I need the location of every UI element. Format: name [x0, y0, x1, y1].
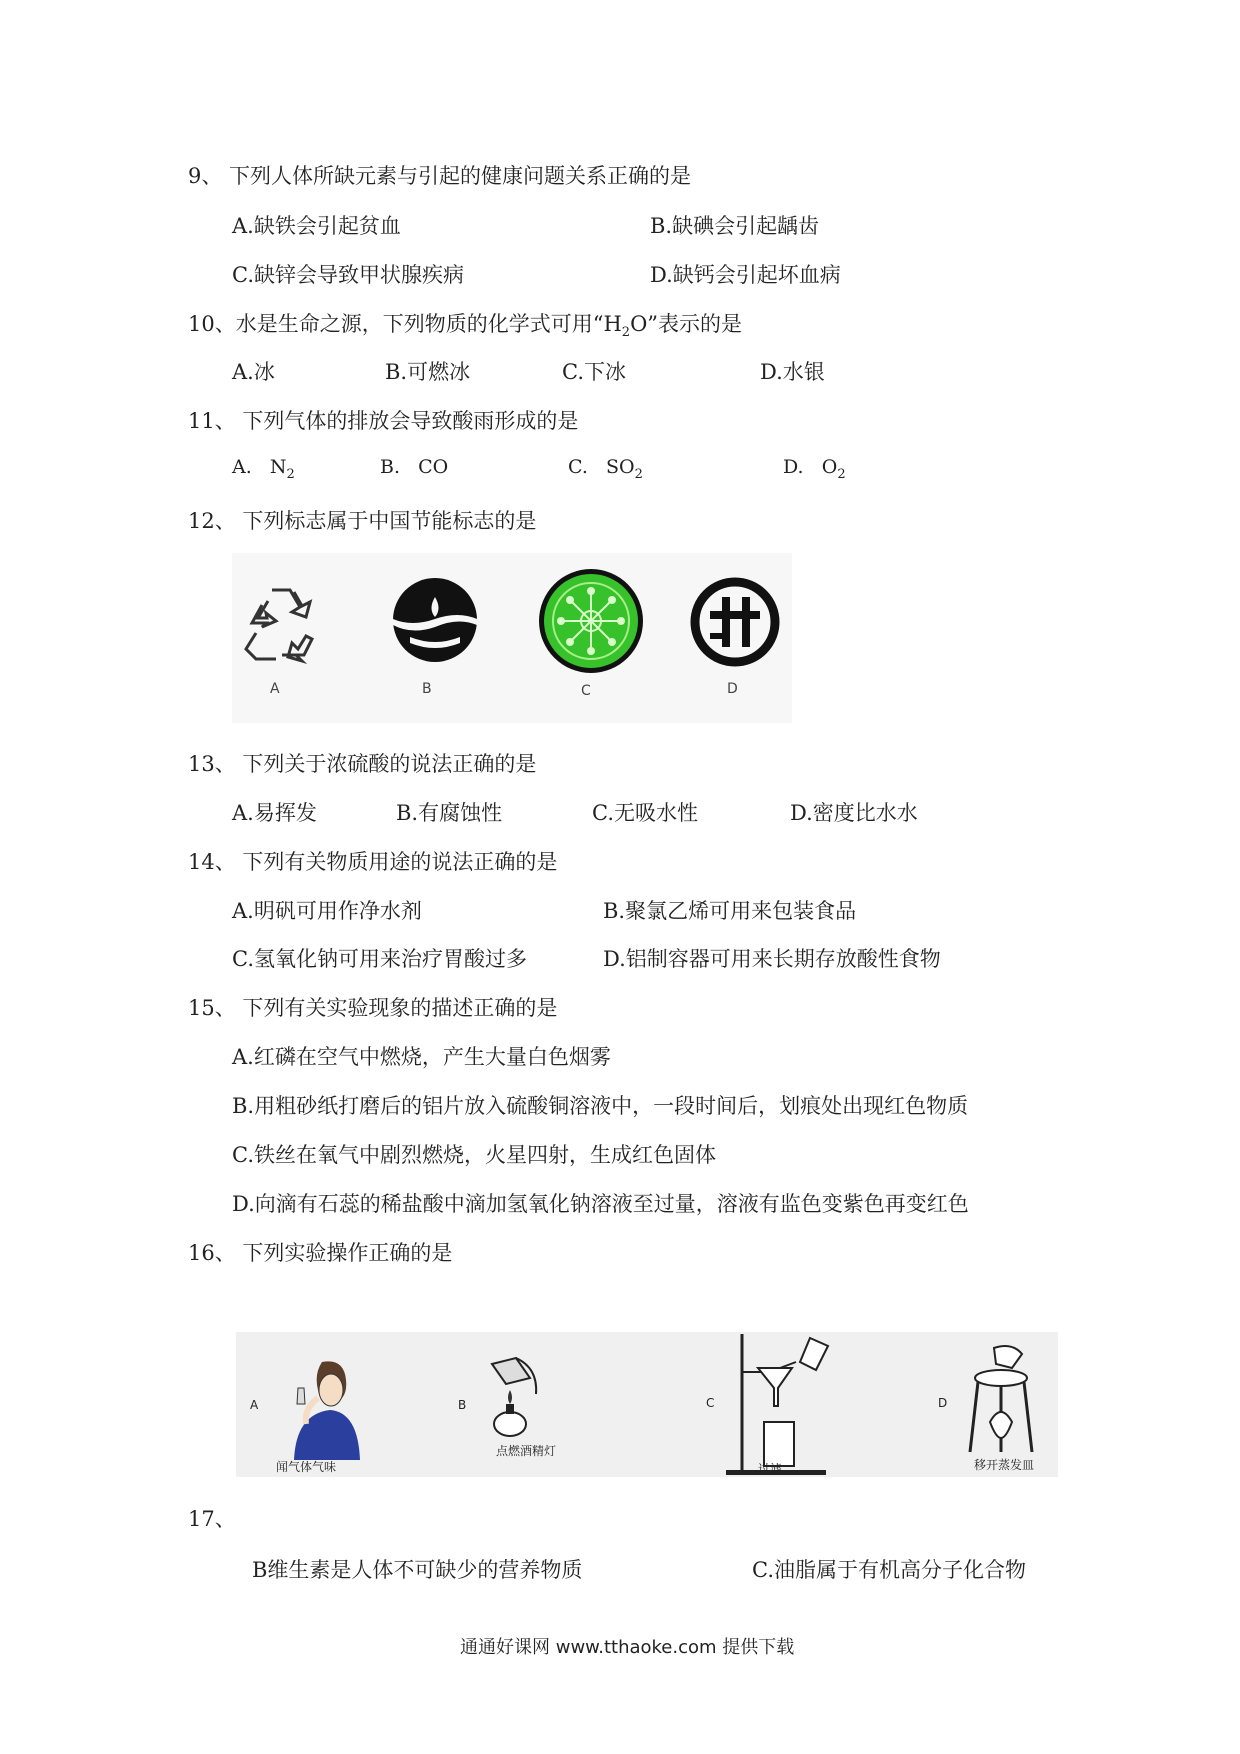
- q11-option-b: [380, 456, 448, 478]
- q11-option-d: [783, 456, 846, 482]
- q11-c-formula: SO: [606, 456, 635, 478]
- q9-option-b: B.缺碘会引起龋齿: [650, 214, 820, 238]
- q14-option-b: B.聚氯乙烯可用来包装食品: [603, 899, 857, 923]
- q13-option-a: A.易挥发: [232, 801, 317, 825]
- page-footer: 通通好课网 www.tthaoke.com 提供下载: [460, 1637, 795, 1658]
- q14-option-a: A.明矾可用作净水剂: [232, 899, 422, 923]
- recycle-icon: [232, 575, 332, 665]
- q17-option-b: B维生素是人体不可缺少的营养物质: [252, 1558, 583, 1582]
- q11-d-label: D.: [783, 456, 804, 478]
- q13-option-c: C.无吸水性: [592, 801, 698, 825]
- q10-option-d: D.水银: [760, 360, 825, 384]
- q13-option-b: B.有腐蚀性: [396, 801, 503, 825]
- q11-d-formula: O: [821, 456, 838, 478]
- q16-lab-figure: [236, 1332, 1058, 1477]
- q11-stem: 11、 下列气体的排放会导致酸雨形成的是: [188, 409, 579, 433]
- q16-caption-a: 闻气体气味: [276, 1460, 337, 1474]
- q15-option-d: D.向滴有石蕊的稀盐酸中滴加氢氧化钠溶液至过量，溶液有监色变紫色再变红色: [232, 1192, 969, 1216]
- q9-option-c: C.缺锌会导致甲状腺疾病: [232, 263, 464, 287]
- q11-c-label: C.: [568, 456, 588, 478]
- q11-b-formula: CO: [418, 456, 449, 478]
- q12-logo-figure: [232, 553, 792, 723]
- q16-caption-c: 过滤: [758, 1462, 783, 1476]
- q10-stem-post: O”表示的是: [630, 312, 743, 336]
- evaporating-dish-illustration: [956, 1342, 1046, 1462]
- q12-stem: 12、 下列标志属于中国节能标志的是: [188, 509, 537, 533]
- q16-label-c: C: [706, 1396, 715, 1410]
- filtration-illustration: [716, 1332, 866, 1477]
- smelling-gas-illustration: [274, 1350, 364, 1460]
- energy-label-logo-icon: [690, 577, 780, 667]
- q16-caption-d: 移开蒸发皿: [974, 1458, 1035, 1472]
- q12-label-d: D: [727, 681, 738, 697]
- alcohol-lamp-illustration: [486, 1354, 556, 1444]
- q17-stem: 17、: [188, 1507, 236, 1531]
- q10-option-b: B.可燃冰: [385, 360, 471, 384]
- q16-label-d: D: [938, 1396, 948, 1410]
- q11-option-a: [232, 456, 295, 482]
- q15-option-b: B.用粗砂纸打磨后的铝片放入硫酸铜溶液中，一段时间后，划痕处出现红色物质: [232, 1094, 969, 1118]
- q11-option-c: [568, 456, 643, 482]
- q14-stem: 14、 下列有关物质用途的说法正确的是: [188, 850, 558, 874]
- q12-label-a: A: [270, 681, 280, 697]
- green-energy-logo-icon: [537, 567, 645, 675]
- q10-stem: [188, 308, 742, 340]
- q16-label-b: B: [458, 1398, 467, 1412]
- q10-stem-pre: 10、水是生命之源，下列物质的化学式可用“H: [188, 312, 622, 336]
- q14-option-d: D.铝制容器可用来长期存放酸性食物: [603, 947, 941, 971]
- q12-label-c: C: [581, 683, 591, 699]
- q11-d-sub: 2: [837, 466, 846, 482]
- q9-option-d: D.缺钙会引起坏血病: [650, 263, 841, 287]
- q11-c-sub: 2: [634, 466, 643, 482]
- q12-label-b: B: [422, 681, 432, 697]
- q11-a-formula: N: [269, 456, 287, 478]
- q15-option-c: C.铁丝在氧气中剧烈燃烧，火星四射，生成红色固体: [232, 1143, 716, 1167]
- q13-stem: 13、 下列关于浓硫酸的说法正确的是: [188, 752, 537, 776]
- water-saving-logo-icon: [390, 575, 480, 665]
- q10-stem-sub: 2: [621, 325, 631, 341]
- q9-option-a: A.缺铁会引起贫血: [232, 214, 401, 238]
- q16-caption-b: 点燃酒精灯: [496, 1444, 557, 1458]
- q16-stem: 16、 下列实验操作正确的是: [188, 1241, 453, 1265]
- q11-a-sub: 2: [286, 466, 295, 482]
- q15-option-a: A.红磷在空气中燃烧，产生大量白色烟雾: [232, 1045, 611, 1069]
- q14-option-c: C.氢氧化钠可用来治疗胃酸过多: [232, 947, 527, 971]
- q13-option-d: D.密度比水水: [790, 801, 918, 825]
- q16-label-a: A: [250, 1398, 259, 1412]
- q9-stem: 9、 下列人体所缺元素与引起的健康问题关系正确的是: [188, 164, 692, 188]
- q10-option-a: A.冰: [232, 360, 275, 384]
- q17-option-c: C.油脂属于有机高分子化合物: [752, 1558, 1026, 1582]
- q11-a-label: A.: [232, 456, 252, 478]
- q11-b-label: B.: [380, 456, 401, 478]
- q10-option-c: C.下冰: [562, 360, 626, 384]
- q15-stem: 15、 下列有关实验现象的描述正确的是: [188, 996, 558, 1020]
